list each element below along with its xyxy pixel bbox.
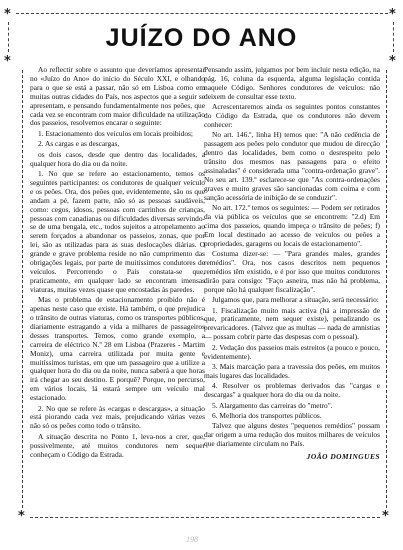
right-paragraph: 5. Alargamento das carreiras do "metro". bbox=[212, 400, 333, 410]
border-asterisk-top-left: * bbox=[4, 7, 11, 22]
right-paragraph: Costuma dizer-se: — "Para grandes males, grandes remédios". Ora, nos casos descritos nem pequenos remédios têm existido, e é por isso que muitos condutores dirão para consigo: "Faço asneira, mas não há problema, porque não há qualquer fiscalização". bbox=[204, 249, 380, 294]
right-paragraph: Acrescentaremos ainda os seguintes pontos constantes do Código da Estrada, que os condutores não devem conhecer: bbox=[204, 102, 380, 129]
left-paragraph: 2. As cargas e as descargas, bbox=[38, 139, 120, 149]
right-paragraph: 1. Fiscalização muito mais activa (há a impressão de que, praticamente, nem sequer existe), penalizando os prevaricadores. (Talvez que as multas — nada de amnistias — possam cobrir parte das despesas com o pessoal). bbox=[204, 305, 380, 342]
left-paragraph: 2. No que se refere às «cargas e descargas», a situação está piorando cada vez mais, prejudicando várias vezes não só os peões como todo o trânsito. bbox=[30, 403, 205, 431]
border-asterisk-bottom-right: * bbox=[382, 509, 389, 524]
border-asterisk-left-mid: * bbox=[4, 54, 11, 69]
page-folio: 198 bbox=[186, 535, 198, 544]
border-left-lower bbox=[22, 70, 23, 508]
border-asterisk-bottom-left: * bbox=[18, 509, 25, 524]
left-paragraph: 1. Estacionamento dos veículos em locais proibidos; bbox=[38, 128, 193, 138]
author-signature: JOÃO DOMINGUES bbox=[306, 452, 380, 462]
border-right-lower bbox=[386, 70, 387, 508]
left-paragraph: Ao reflectir sobre o assunto que deveríamos apresentar no «Juízo do Ano» do início do Século XXI, e olhando para o que se está a passar, não só em Lisboa como em muitas outras cidades do País, nos aspectos que a seguir se apresentam, e pensando fundamentalmente nos peões, que cada vez se encontram com maior dificuldade na utilização dos passeios, resolvemos encarar o seguinte: bbox=[30, 65, 205, 128]
right-column bbox=[204, 66, 380, 462]
border-top bbox=[16, 13, 388, 14]
left-column bbox=[30, 66, 205, 461]
left-paragraph: A situação descrita no Ponto 1, leva-nos a crer, que, possivelmente, até muitos condutores nem sequer conheçam o Código da Estrada. bbox=[30, 431, 205, 459]
border-bottom bbox=[30, 517, 380, 518]
right-paragraph: No art. 172.º temos os seguintes: — Podem ser retirados da via pública os veículos que se encontrem: "2.d) Em cima dos passeios, quando impeça o trânsito de peões; f) Em local destinado ao acesso de veículos ou peões a propriedades, garagens ou locais de estacionamento". bbox=[204, 203, 380, 248]
right-paragraph: 3. Mais marcação para a travessia dos peões, em muitos mais lugares das localidades. bbox=[204, 362, 380, 380]
left-paragraph: Mas o problema de estacionamento proibido não é apenas neste caso que existe. Há também, o que prejudica o trânsito de outras viaturas, como os transportes públicos, diariamente estragando a vida a milhares de passageiros desses transportes. Temos, como grande exemplo, a carreira de eléctrico N.º 28 em Lisboa (Prazeres - Martim Moniz), uma carreira utilizada por muita gente e muitíssimos turistas, em que um passageiro que a utilize a qualquer hora do dia ou da noite, nunca saberá a que horas irá chegar ao seu destino. E porquê? Porque, no percurso, em vários locais, lá estará sempre um veículo mal estacionado. bbox=[30, 295, 205, 403]
right-paragraph: 6. Melhoria dos transportes públicos. bbox=[212, 411, 322, 421]
right-paragraph: Talvez que alguns destes "pequenos remédios" possam dar origem a uma redução dos muitos milhares de veículos que diariamente circulam no País. bbox=[204, 421, 380, 449]
left-paragraph: os dois casos, desde que dentro das localidades, a qualquer hora do dia ou da noite. bbox=[30, 149, 205, 168]
right-paragraph: Julgamos que, para melhorar a situação, será necessário: bbox=[212, 295, 379, 305]
right-paragraph: No art. 146.º, linha H) temos que: "A não cedência de passagem aos peões pelo condutor que mudou de direcção dentro das localidades, bem como o desrespeito pelo trânsito dos mesmos nas passagens para o efeito assinaladas" é considerada uma "contra-ordenação grave". No seu art. 139.º esclarece-se que "As contra-ordenações graves e muito graves são sancionadas com coima e com sanção acessória de inibição de se conduzir". bbox=[204, 130, 380, 202]
article-title: JUÍZO DO ANO bbox=[105, 24, 298, 52]
left-paragraph: 1. No que se refere ao estacionamento, temos os seguintes participantes: os condutores de qualquer veículo e os peões. Ora, dos peões que, evidentemente, são os que andam a pé, fazem parte, não só as pessoas saudáveis, como: cegos, idosos, pessoas com carrinhos de crianças, pessoas com canadianas ou dificuldades diversas servindo-se de uma bengala, etc., todos sujeitos a atropelamento ao serem forçados a abandonar os passeios, zonas, que por lei, são as utilizadas para as suas deslocações diárias. O grande e grave problema reside no não cumprimento das obrigações legais, por parte de muitíssimos condutores de veículos. Percorrendo o País constata-se que, praticamente, em qualquer lado se encontram imensas viaturas, muitas vezes quase que encostadas às paredes. bbox=[30, 168, 205, 294]
border-asterisk-right-mid: * bbox=[389, 54, 396, 69]
border-asterisk-top-right: * bbox=[389, 7, 396, 22]
right-paragraph: 4. Resolver os problemas derivados das "cargas e descargas" a qualquer hora do dia ou da noite. bbox=[204, 381, 380, 400]
right-paragraph: 2. Vedação dos passeios mais estreitos (a pouco e pouco, evidentemente). bbox=[204, 342, 380, 361]
right-paragraph: Pensando assim, julgamos por bem incluir nesta edição, na pág. 16, coluna da esquerda, alguma legislação contida naquele Código. Senhores condutores de veículos: não deixem de consultar esse texto. bbox=[204, 65, 380, 101]
